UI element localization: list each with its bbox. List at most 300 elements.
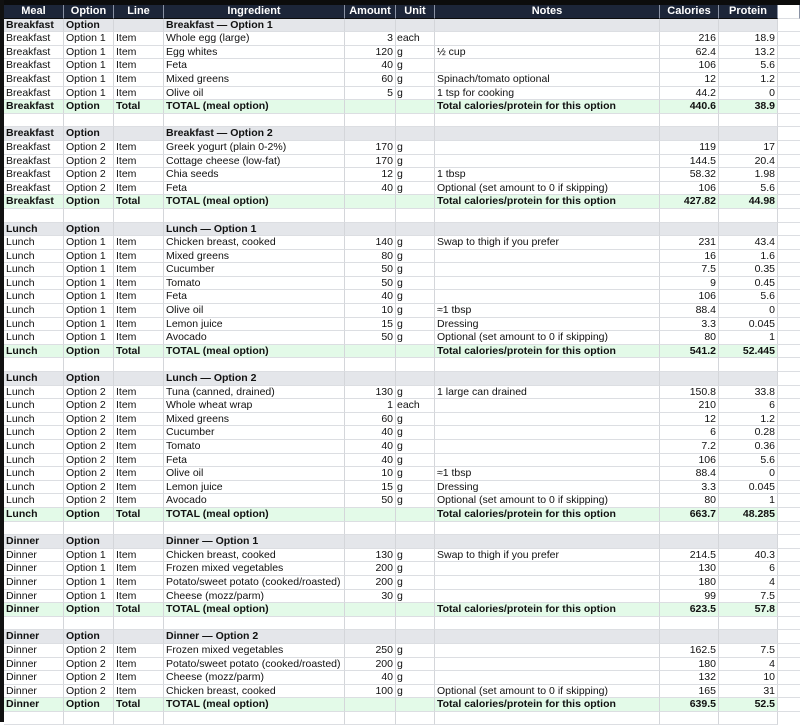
cell-unit[interactable]	[396, 19, 435, 33]
cell-meal[interactable]: Breakfast	[4, 59, 64, 73]
cell-calories[interactable]: 106	[660, 454, 719, 468]
cell-amount[interactable]	[345, 358, 396, 372]
cell-meal[interactable]	[4, 358, 64, 372]
cell-unit[interactable]	[396, 209, 435, 223]
cell-meal[interactable]: Breakfast	[4, 141, 64, 155]
cell-amount[interactable]: 140	[345, 236, 396, 250]
cell-unit[interactable]: g	[396, 304, 435, 318]
cell-calories[interactable]: 106	[660, 290, 719, 304]
cell-ingredient[interactable]	[164, 209, 345, 223]
cell-option[interactable]	[64, 522, 114, 536]
cell-notes[interactable]	[435, 19, 660, 33]
cell-protein[interactable]	[719, 522, 778, 536]
cell-meal[interactable]: Lunch	[4, 263, 64, 277]
cell-meal[interactable]: Dinner	[4, 671, 64, 685]
cell-meal[interactable]: Dinner	[4, 535, 64, 549]
header-option[interactable]: Option	[64, 5, 114, 19]
cell-unit[interactable]	[396, 127, 435, 141]
empty-cell[interactable]	[114, 712, 164, 725]
cell-unit[interactable]	[396, 114, 435, 128]
cell-unit[interactable]: g	[396, 644, 435, 658]
cell-amount[interactable]	[345, 522, 396, 536]
cell-unit[interactable]	[396, 195, 435, 209]
cell-option[interactable]: Option 2	[64, 644, 114, 658]
cell-amount[interactable]: 200	[345, 658, 396, 672]
cell-ingredient[interactable]: Lemon juice	[164, 318, 345, 332]
cell-calories[interactable]: 6	[660, 426, 719, 440]
cell-unit[interactable]	[396, 522, 435, 536]
cell-option[interactable]: Option 2	[64, 168, 114, 182]
cell-ingredient[interactable]: Tuna (canned, drained)	[164, 386, 345, 400]
cell-calories[interactable]: 7.5	[660, 263, 719, 277]
cell-protein[interactable]: 0	[719, 87, 778, 101]
cell-notes[interactable]: Dressing	[435, 318, 660, 332]
empty-cell[interactable]	[396, 712, 435, 725]
cell-option[interactable]: Option	[64, 508, 114, 522]
cell-meal[interactable]: Breakfast	[4, 100, 64, 114]
cell-amount[interactable]: 130	[345, 549, 396, 563]
cell-ingredient[interactable]: Chicken breast, cooked	[164, 685, 345, 699]
cell-amount[interactable]: 50	[345, 331, 396, 345]
cell-option[interactable]: Option 1	[64, 263, 114, 277]
cell-ingredient[interactable]: TOTAL (meal option)	[164, 195, 345, 209]
cell-ingredient[interactable]: Lunch — Option 1	[164, 223, 345, 237]
cell-meal[interactable]: Lunch	[4, 277, 64, 291]
cell-option[interactable]: Option 1	[64, 331, 114, 345]
cell-notes[interactable]	[435, 522, 660, 536]
cell-amount[interactable]	[345, 508, 396, 522]
cell-line[interactable]	[114, 522, 164, 536]
cell-notes[interactable]	[435, 426, 660, 440]
cell-unit[interactable]: g	[396, 671, 435, 685]
cell-line[interactable]: Item	[114, 467, 164, 481]
cell-line[interactable]: Item	[114, 481, 164, 495]
cell-notes[interactable]: Total calories/protein for this option	[435, 100, 660, 114]
cell-unit[interactable]: g	[396, 413, 435, 427]
cell-protein[interactable]: 0.45	[719, 277, 778, 291]
cell-meal[interactable]: Dinner	[4, 562, 64, 576]
cell-protein[interactable]: 38.9	[719, 100, 778, 114]
cell-calories[interactable]: 80	[660, 494, 719, 508]
empty-cell[interactable]	[778, 576, 800, 590]
cell-amount[interactable]: 40	[345, 59, 396, 73]
empty-cell[interactable]	[778, 236, 800, 250]
empty-cell[interactable]	[778, 19, 800, 33]
cell-amount[interactable]	[345, 698, 396, 712]
cell-protein[interactable]: 13.2	[719, 46, 778, 60]
cell-protein[interactable]: 20.4	[719, 155, 778, 169]
cell-option[interactable]: Option 1	[64, 318, 114, 332]
cell-amount[interactable]: 60	[345, 73, 396, 87]
cell-meal[interactable]: Lunch	[4, 454, 64, 468]
empty-cell[interactable]	[778, 141, 800, 155]
cell-meal[interactable]: Dinner	[4, 698, 64, 712]
cell-amount[interactable]: 10	[345, 304, 396, 318]
cell-meal[interactable]: Dinner	[4, 576, 64, 590]
cell-amount[interactable]: 12	[345, 168, 396, 182]
cell-option[interactable]: Option 1	[64, 73, 114, 87]
cell-meal[interactable]: Breakfast	[4, 19, 64, 33]
cell-protein[interactable]: 0.35	[719, 263, 778, 277]
cell-meal[interactable]: Dinner	[4, 549, 64, 563]
cell-amount[interactable]	[345, 345, 396, 359]
cell-calories[interactable]: 119	[660, 141, 719, 155]
cell-option[interactable]: Option 2	[64, 440, 114, 454]
cell-calories[interactable]: 80	[660, 331, 719, 345]
cell-option[interactable]: Option 2	[64, 481, 114, 495]
empty-cell[interactable]	[778, 522, 800, 536]
cell-calories[interactable]: 106	[660, 59, 719, 73]
cell-calories[interactable]: 180	[660, 576, 719, 590]
cell-option[interactable]: Option 1	[64, 46, 114, 60]
cell-unit[interactable]	[396, 603, 435, 617]
cell-ingredient[interactable]: Mixed greens	[164, 250, 345, 264]
cell-calories[interactable]: 214.5	[660, 549, 719, 563]
empty-cell[interactable]	[64, 712, 114, 725]
cell-calories[interactable]	[660, 358, 719, 372]
cell-protein[interactable]: 40.3	[719, 549, 778, 563]
cell-notes[interactable]	[435, 250, 660, 264]
cell-calories[interactable]: 88.4	[660, 304, 719, 318]
cell-amount[interactable]	[345, 209, 396, 223]
cell-line[interactable]: Item	[114, 290, 164, 304]
cell-amount[interactable]	[345, 617, 396, 631]
cell-ingredient[interactable]: Chia seeds	[164, 168, 345, 182]
cell-option[interactable]: Option 2	[64, 413, 114, 427]
cell-protein[interactable]: 52.5	[719, 698, 778, 712]
cell-ingredient[interactable]: TOTAL (meal option)	[164, 345, 345, 359]
empty-cell[interactable]	[778, 399, 800, 413]
cell-unit[interactable]: g	[396, 467, 435, 481]
cell-option[interactable]: Option 1	[64, 304, 114, 318]
cell-ingredient[interactable]: Breakfast — Option 2	[164, 127, 345, 141]
cell-unit[interactable]	[396, 698, 435, 712]
cell-amount[interactable]: 10	[345, 467, 396, 481]
header-calories[interactable]: Calories	[660, 5, 719, 19]
cell-line[interactable]: Item	[114, 59, 164, 73]
cell-meal[interactable]: Lunch	[4, 304, 64, 318]
cell-calories[interactable]: 132	[660, 671, 719, 685]
cell-amount[interactable]: 5	[345, 87, 396, 101]
cell-protein[interactable]	[719, 223, 778, 237]
empty-cell[interactable]	[778, 617, 800, 631]
cell-option[interactable]: Option 2	[64, 141, 114, 155]
empty-cell[interactable]	[778, 290, 800, 304]
cell-amount[interactable]: 120	[345, 46, 396, 60]
cell-option[interactable]: Option 2	[64, 182, 114, 196]
cell-meal[interactable]: Lunch	[4, 508, 64, 522]
header-notes[interactable]: Notes	[435, 5, 660, 19]
cell-notes[interactable]	[435, 413, 660, 427]
cell-option[interactable]: Option 1	[64, 87, 114, 101]
cell-notes[interactable]: Optional (set amount to 0 if skipping)	[435, 182, 660, 196]
cell-meal[interactable]	[4, 209, 64, 223]
cell-meal[interactable]: Lunch	[4, 399, 64, 413]
cell-amount[interactable]	[345, 195, 396, 209]
cell-protein[interactable]: 1.2	[719, 413, 778, 427]
cell-option[interactable]	[64, 114, 114, 128]
cell-meal[interactable]: Breakfast	[4, 182, 64, 196]
cell-amount[interactable]	[345, 100, 396, 114]
empty-cell[interactable]	[778, 603, 800, 617]
cell-notes[interactable]: ≈1 tbsp	[435, 467, 660, 481]
cell-meal[interactable]: Dinner	[4, 644, 64, 658]
cell-ingredient[interactable]: Avocado	[164, 331, 345, 345]
cell-meal[interactable]: Dinner	[4, 685, 64, 699]
cell-option[interactable]: Option 1	[64, 32, 114, 46]
empty-cell[interactable]	[778, 182, 800, 196]
empty-cell[interactable]	[719, 712, 778, 725]
cell-calories[interactable]: 623.5	[660, 603, 719, 617]
cell-notes[interactable]: Total calories/protein for this option	[435, 603, 660, 617]
cell-line[interactable]	[114, 19, 164, 33]
cell-line[interactable]	[114, 617, 164, 631]
cell-ingredient[interactable]	[164, 358, 345, 372]
cell-protein[interactable]: 5.6	[719, 454, 778, 468]
cell-line[interactable]: Item	[114, 644, 164, 658]
cell-unit[interactable]	[396, 617, 435, 631]
cell-amount[interactable]	[345, 535, 396, 549]
cell-meal[interactable]: Lunch	[4, 223, 64, 237]
cell-notes[interactable]: Total calories/protein for this option	[435, 195, 660, 209]
cell-amount[interactable]: 15	[345, 318, 396, 332]
cell-notes[interactable]: 1 tbsp	[435, 168, 660, 182]
cell-calories[interactable]	[660, 114, 719, 128]
empty-cell[interactable]	[778, 481, 800, 495]
cell-line[interactable]	[114, 114, 164, 128]
cell-option[interactable]: Option	[64, 372, 114, 386]
cell-option[interactable]: Option 2	[64, 155, 114, 169]
cell-calories[interactable]: 7.2	[660, 440, 719, 454]
cell-notes[interactable]	[435, 114, 660, 128]
cell-ingredient[interactable]: Egg whites	[164, 46, 345, 60]
empty-cell[interactable]	[778, 345, 800, 359]
cell-option[interactable]: Option 2	[64, 671, 114, 685]
cell-unit[interactable]	[396, 630, 435, 644]
cell-unit[interactable]	[396, 223, 435, 237]
cell-meal[interactable]	[4, 114, 64, 128]
cell-protein[interactable]: 7.5	[719, 644, 778, 658]
cell-unit[interactable]: g	[396, 250, 435, 264]
cell-amount[interactable]	[345, 603, 396, 617]
cell-line[interactable]: Item	[114, 685, 164, 699]
cell-notes[interactable]	[435, 263, 660, 277]
cell-protein[interactable]	[719, 209, 778, 223]
cell-amount[interactable]: 200	[345, 576, 396, 590]
cell-option[interactable]: Option 1	[64, 277, 114, 291]
cell-protein[interactable]: 0.045	[719, 481, 778, 495]
cell-amount[interactable]: 200	[345, 562, 396, 576]
empty-cell[interactable]	[435, 712, 660, 725]
cell-calories[interactable]: 663.7	[660, 508, 719, 522]
cell-calories[interactable]: 210	[660, 399, 719, 413]
cell-protein[interactable]: 57.8	[719, 603, 778, 617]
cell-notes[interactable]: Optional (set amount to 0 if skipping)	[435, 685, 660, 699]
empty-cell[interactable]	[778, 277, 800, 291]
empty-cell[interactable]	[778, 46, 800, 60]
cell-line[interactable]	[114, 127, 164, 141]
cell-protein[interactable]: 48.285	[719, 508, 778, 522]
empty-cell[interactable]	[778, 59, 800, 73]
cell-calories[interactable]: 99	[660, 590, 719, 604]
cell-line[interactable]: Item	[114, 399, 164, 413]
cell-ingredient[interactable]: Potato/sweet potato (cooked/roasted)	[164, 576, 345, 590]
cell-notes[interactable]: ≈1 tbsp	[435, 304, 660, 318]
cell-line[interactable]: Item	[114, 671, 164, 685]
cell-notes[interactable]	[435, 576, 660, 590]
cell-line[interactable]: Item	[114, 277, 164, 291]
cell-unit[interactable]: g	[396, 290, 435, 304]
cell-line[interactable]: Item	[114, 155, 164, 169]
cell-calories[interactable]: 44.2	[660, 87, 719, 101]
cell-ingredient[interactable]: Olive oil	[164, 304, 345, 318]
empty-cell[interactable]	[778, 535, 800, 549]
cell-notes[interactable]: ½ cup	[435, 46, 660, 60]
cell-option[interactable]: Option 1	[64, 590, 114, 604]
cell-unit[interactable]	[396, 345, 435, 359]
cell-notes[interactable]	[435, 372, 660, 386]
cell-notes[interactable]	[435, 440, 660, 454]
cell-line[interactable]: Total	[114, 603, 164, 617]
cell-calories[interactable]	[660, 372, 719, 386]
cell-notes[interactable]	[435, 209, 660, 223]
empty-cell[interactable]	[778, 155, 800, 169]
cell-unit[interactable]: g	[396, 236, 435, 250]
empty-cell[interactable]	[778, 658, 800, 672]
empty-cell[interactable]	[4, 712, 64, 725]
empty-cell[interactable]	[778, 549, 800, 563]
cell-notes[interactable]	[435, 141, 660, 155]
empty-cell[interactable]	[778, 413, 800, 427]
cell-calories[interactable]: 162.5	[660, 644, 719, 658]
cell-calories[interactable]: 12	[660, 73, 719, 87]
cell-meal[interactable]: Dinner	[4, 590, 64, 604]
empty-cell[interactable]	[778, 209, 800, 223]
cell-line[interactable]: Item	[114, 87, 164, 101]
cell-calories[interactable]: 130	[660, 562, 719, 576]
cell-ingredient[interactable]: Lunch — Option 2	[164, 372, 345, 386]
cell-notes[interactable]	[435, 399, 660, 413]
empty-cell[interactable]	[778, 630, 800, 644]
cell-line[interactable]: Item	[114, 73, 164, 87]
cell-protein[interactable]: 6	[719, 399, 778, 413]
cell-calories[interactable]: 58.32	[660, 168, 719, 182]
cell-protein[interactable]: 4	[719, 658, 778, 672]
cell-line[interactable]: Total	[114, 195, 164, 209]
cell-option[interactable]: Option 1	[64, 59, 114, 73]
header-amount[interactable]: Amount	[345, 5, 396, 19]
cell-calories[interactable]: 180	[660, 658, 719, 672]
empty-cell[interactable]	[778, 698, 800, 712]
cell-protein[interactable]	[719, 617, 778, 631]
cell-meal[interactable]: Breakfast	[4, 168, 64, 182]
cell-ingredient[interactable]: Feta	[164, 290, 345, 304]
cell-line[interactable]: Item	[114, 440, 164, 454]
cell-notes[interactable]: 1 large can drained	[435, 386, 660, 400]
cell-notes[interactable]: Total calories/protein for this option	[435, 508, 660, 522]
cell-notes[interactable]	[435, 223, 660, 237]
empty-cell[interactable]	[778, 250, 800, 264]
cell-ingredient[interactable]: Feta	[164, 182, 345, 196]
cell-line[interactable]: Total	[114, 508, 164, 522]
cell-unit[interactable]	[396, 508, 435, 522]
cell-calories[interactable]: 216	[660, 32, 719, 46]
cell-meal[interactable]: Lunch	[4, 372, 64, 386]
cell-line[interactable]: Item	[114, 413, 164, 427]
cell-meal[interactable]: Lunch	[4, 494, 64, 508]
cell-line[interactable]: Item	[114, 386, 164, 400]
cell-ingredient[interactable]: Breakfast — Option 1	[164, 19, 345, 33]
cell-calories[interactable]: 165	[660, 685, 719, 699]
cell-amount[interactable]: 50	[345, 277, 396, 291]
empty-cell[interactable]	[778, 318, 800, 332]
cell-amount[interactable]: 80	[345, 250, 396, 264]
cell-option[interactable]: Option 2	[64, 386, 114, 400]
cell-ingredient[interactable]: Dinner — Option 2	[164, 630, 345, 644]
cell-line[interactable]: Total	[114, 698, 164, 712]
cell-amount[interactable]	[345, 372, 396, 386]
cell-line[interactable]: Total	[114, 100, 164, 114]
empty-cell[interactable]	[778, 671, 800, 685]
cell-calories[interactable]	[660, 522, 719, 536]
cell-option[interactable]: Option 2	[64, 467, 114, 481]
cell-line[interactable]	[114, 223, 164, 237]
cell-meal[interactable]: Breakfast	[4, 195, 64, 209]
cell-notes[interactable]: Swap to thigh if you prefer	[435, 549, 660, 563]
header-ingredient[interactable]: Ingredient	[164, 5, 345, 19]
empty-cell[interactable]	[778, 426, 800, 440]
cell-line[interactable]	[114, 372, 164, 386]
cell-unit[interactable]	[396, 358, 435, 372]
cell-protein[interactable]: 17	[719, 141, 778, 155]
cell-notes[interactable]: 1 tsp for cooking	[435, 87, 660, 101]
empty-cell[interactable]	[660, 712, 719, 725]
empty-cell[interactable]	[778, 454, 800, 468]
cell-amount[interactable]: 40	[345, 426, 396, 440]
cell-option[interactable]: Option 1	[64, 250, 114, 264]
cell-notes[interactable]	[435, 277, 660, 291]
cell-meal[interactable]: Lunch	[4, 481, 64, 495]
cell-amount[interactable]: 50	[345, 263, 396, 277]
cell-meal[interactable]: Breakfast	[4, 87, 64, 101]
empty-cell[interactable]	[778, 195, 800, 209]
cell-meal[interactable]: Lunch	[4, 426, 64, 440]
cell-ingredient[interactable]: Olive oil	[164, 87, 345, 101]
cell-meal[interactable]: Lunch	[4, 413, 64, 427]
cell-ingredient[interactable]: Tomato	[164, 440, 345, 454]
cell-protein[interactable]	[719, 19, 778, 33]
cell-ingredient[interactable]: Olive oil	[164, 467, 345, 481]
empty-cell[interactable]	[164, 712, 345, 725]
empty-cell[interactable]	[778, 263, 800, 277]
cell-unit[interactable]	[396, 100, 435, 114]
cell-line[interactable]: Item	[114, 304, 164, 318]
empty-cell[interactable]	[778, 5, 800, 19]
empty-cell[interactable]	[778, 73, 800, 87]
cell-notes[interactable]	[435, 59, 660, 73]
cell-calories[interactable]: 12	[660, 413, 719, 427]
cell-amount[interactable]: 40	[345, 671, 396, 685]
cell-option[interactable]	[64, 617, 114, 631]
cell-ingredient[interactable]: Mixed greens	[164, 413, 345, 427]
cell-protein[interactable]: 1	[719, 494, 778, 508]
cell-calories[interactable]: 440.6	[660, 100, 719, 114]
cell-ingredient[interactable]: TOTAL (meal option)	[164, 100, 345, 114]
cell-ingredient[interactable]: Frozen mixed vegetables	[164, 644, 345, 658]
cell-meal[interactable]: Breakfast	[4, 155, 64, 169]
cell-calories[interactable]: 62.4	[660, 46, 719, 60]
cell-calories[interactable]	[660, 223, 719, 237]
